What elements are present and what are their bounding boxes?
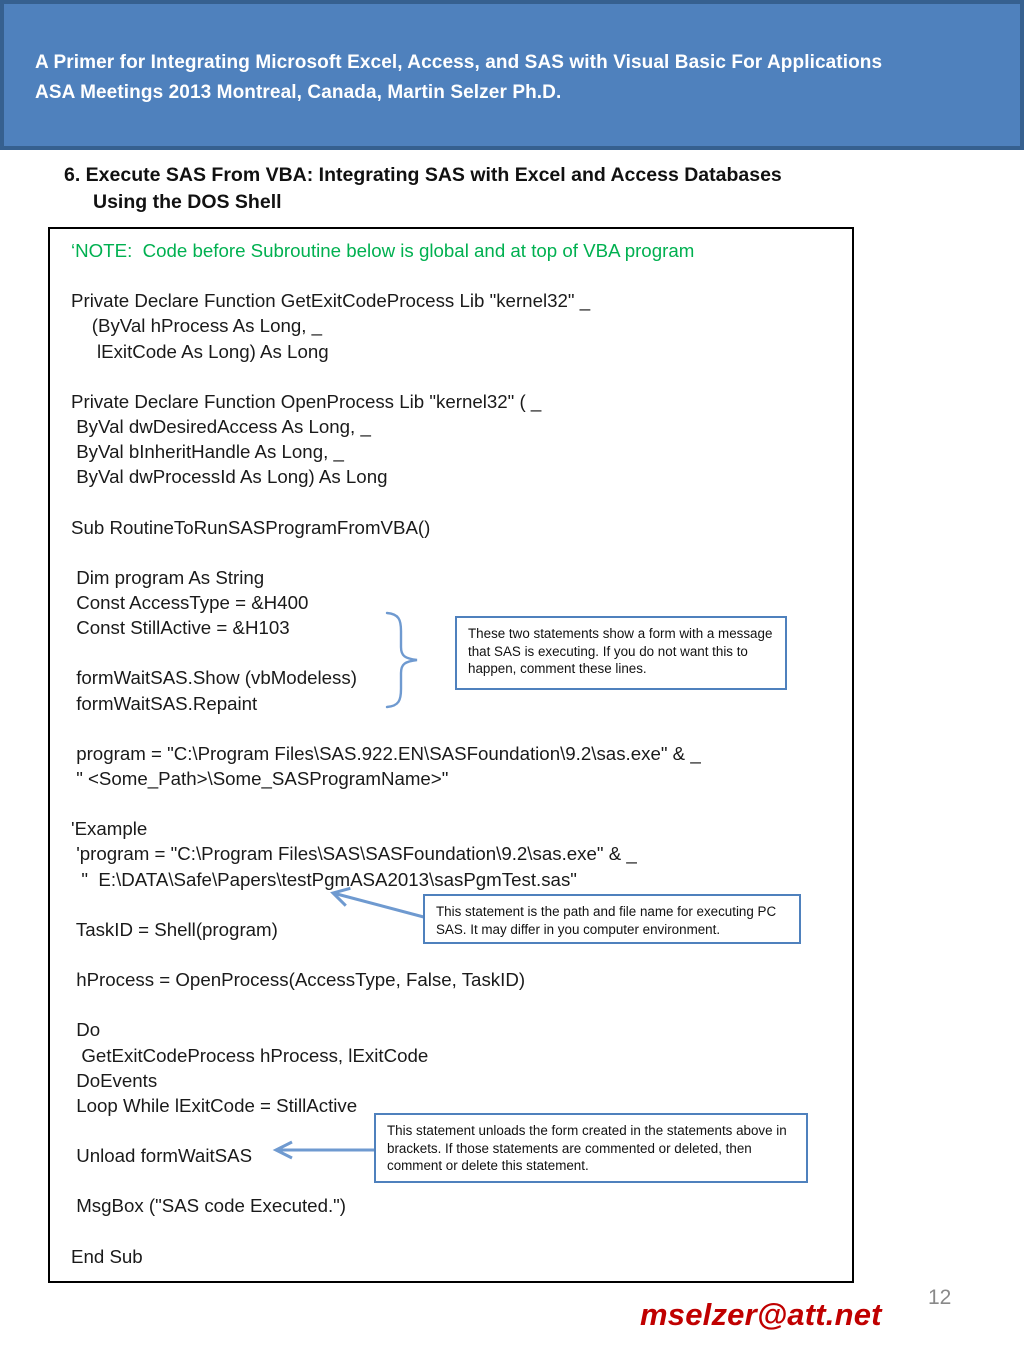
code-line: MsgBox ("SAS code Executed.") <box>71 1195 347 1217</box>
presentation-title: A Primer for Integrating Microsoft Excel, Access, and SAS with Visual Basic For Applications <box>35 52 883 73</box>
code-line: program = "C:\Program Files\SAS.922.EN\SASFoundation\9.2\sas.exe" & _ <box>71 742 701 764</box>
code-line: 'Example <box>71 818 148 840</box>
code-line: lExitCode As Long) As Long <box>71 340 329 362</box>
section-heading-line2: Using the DOS Shell <box>93 191 282 213</box>
code-line: " E:\DATA\Safe\Papers\testPgmASA2013\sasPgmTest.sas" <box>71 868 577 890</box>
code-line: Loop While lExitCode = StillActive <box>71 1094 358 1116</box>
code-line: formWaitSAS.Show (vbModeless) <box>71 667 357 689</box>
code-line <box>71 791 844 816</box>
code-line <box>71 942 844 967</box>
code-line: Const AccessType = &H400 <box>71 591 309 613</box>
code-line: hProcess = OpenProcess(AccessType, False, TaskID) <box>71 969 526 991</box>
title-banner <box>0 0 1024 150</box>
arrow-icon <box>268 1136 376 1164</box>
code-line <box>71 489 844 514</box>
code-line: ByVal dwDesiredAccess As Long, _ <box>71 415 371 437</box>
code-line <box>71 540 844 565</box>
callout-path-file: This statement is the path and file name for executing PC SAS. It may differ in you computer environment. <box>423 894 801 944</box>
code-line: TaskID = Shell(program) <box>71 918 278 940</box>
code-line: (ByVal hProcess As Long, _ <box>71 315 323 337</box>
code-line: GetExitCodeProcess hProcess, lExitCode <box>71 1044 429 1066</box>
code-line: formWaitSAS.Repaint <box>71 692 258 714</box>
section-heading-line1: 6. Execute SAS From VBA: Integrating SAS with Excel and Access Databases <box>64 164 782 186</box>
code-line: 'program = "C:\Program Files\SAS\SASFoundation\9.2\sas.exe" & _ <box>71 843 637 865</box>
code-note: ‘NOTE: Code before Subroutine below is global and at top of VBA program <box>71 240 695 261</box>
code-line: Unload formWaitSAS <box>71 1145 253 1167</box>
code-line <box>71 263 844 288</box>
code-line: Private Declare Function GetExitCodeProcess Lib "kernel32" _ <box>71 290 591 312</box>
code-line: Sub RoutineToRunSASProgramFromVBA() <box>71 516 431 538</box>
code-line: End Sub <box>71 1245 143 1267</box>
code-line <box>71 1218 844 1243</box>
section-heading <box>64 162 782 216</box>
code-line: Const StillActive = &H103 <box>71 617 290 639</box>
code-line <box>71 716 844 741</box>
code-line: Do <box>71 1019 101 1041</box>
code-line: Dim program As String <box>71 566 265 588</box>
page-number: 12 <box>928 1286 952 1309</box>
code-line: " <Some_Path>\Some_SASProgramName>" <box>71 767 449 789</box>
callout-unload-form: This statement unloads the form created in the statements above in brackets. If those statements are commented or deleted, then comment or delete this statement. <box>374 1113 808 1183</box>
presentation-subtitle: ASA Meetings 2013 Montreal, Canada, Martin Selzer Ph.D. <box>35 82 562 103</box>
brace-icon <box>384 611 422 709</box>
callout-show-form: These two statements show a form with a message that SAS is executing. If you do not want this to happen, comment these lines. <box>455 616 787 690</box>
code-line: Private Declare Function OpenProcess Lib "kernel32" ( _ <box>71 390 542 412</box>
author-email: mselzer@att.net <box>640 1297 882 1332</box>
arrow-icon <box>325 884 437 924</box>
code-line: ByVal bInheritHandle As Long, _ <box>71 441 344 463</box>
code-line: ByVal dwProcessId As Long) As Long <box>71 466 388 488</box>
code-line <box>71 364 844 389</box>
code-line <box>71 992 844 1017</box>
code-line: DoEvents <box>71 1069 158 1091</box>
